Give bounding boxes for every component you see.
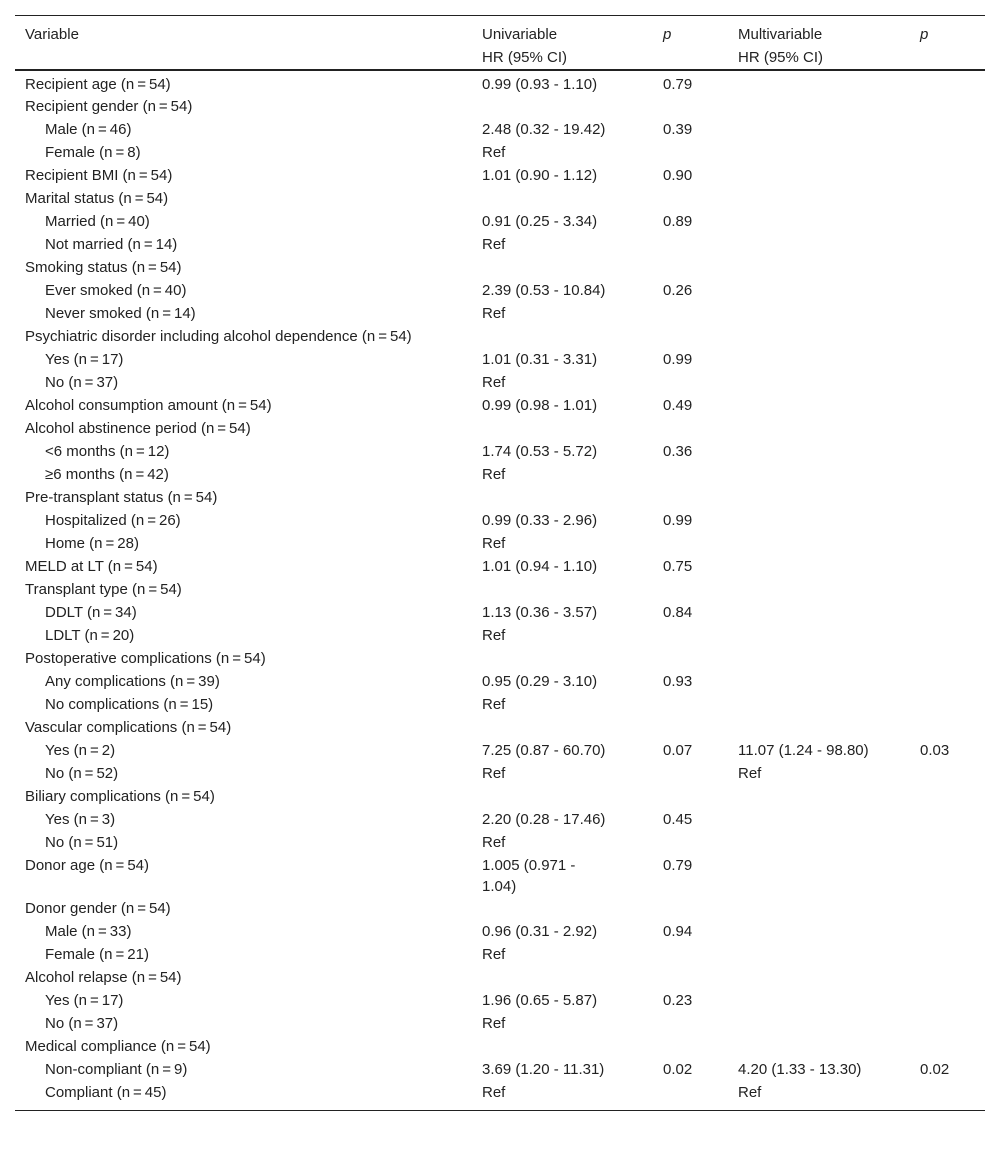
multivariable-hr-cell — [728, 233, 910, 256]
variable-cell: Postoperative complications (n = 54) — [25, 650, 266, 667]
multivariable-hr-cell — [728, 279, 910, 302]
multivariable-hr-cell — [728, 1035, 910, 1058]
univariable-p-cell — [653, 233, 728, 256]
multivariable-p-cell — [910, 70, 985, 95]
univariable-p-cell — [653, 532, 728, 555]
univariable-hr-cell: 2.48 (0.32 - 19.42) — [482, 121, 606, 138]
variable-cell: Not married (n = 14) — [45, 236, 178, 253]
univariable-p-cell — [653, 624, 728, 647]
multivariable-hr-cell: Ref — [738, 765, 762, 782]
variable-cell: Alcohol abstinence period (n = 54) — [25, 420, 251, 437]
multivariable-p-cell — [910, 233, 985, 256]
variable-cell: Married (n = 40) — [45, 213, 150, 230]
univariable-p-cell — [653, 486, 728, 509]
variable-cell: Smoking status (n = 54) — [25, 259, 182, 276]
multivariable-p-cell — [910, 670, 985, 693]
univariable-p-cell — [653, 716, 728, 739]
univariable-p-cell: 0.93 — [663, 673, 693, 690]
multivariable-p-cell — [910, 831, 985, 854]
variable-cell: Yes (n = 17) — [45, 351, 124, 368]
multivariable-p-cell — [910, 325, 985, 348]
variable-cell: Female (n = 8) — [45, 144, 141, 161]
multivariable-p-cell — [910, 302, 985, 325]
univariable-hr-cell: Ref — [482, 946, 506, 963]
univariable-p-cell — [653, 302, 728, 325]
univariable-hr-cell: 1.74 (0.53 - 5.72) — [482, 443, 598, 460]
variable-cell: Biliary complications (n = 54) — [25, 788, 215, 805]
table-row — [15, 716, 985, 739]
univariable-hr-cell: Ref — [482, 765, 506, 782]
multivariable-p-cell: 0.03 — [920, 742, 950, 759]
multivariable-hr-cell — [728, 601, 910, 624]
univariable-p-cell — [653, 1035, 728, 1058]
table-row — [15, 920, 985, 943]
variable-cell: No (n = 52) — [45, 765, 119, 782]
univariable-hr-cell: 7.25 (0.87 - 60.70) — [482, 742, 606, 759]
multivariable-p-cell — [910, 187, 985, 210]
multivariable-hr-cell — [728, 325, 910, 348]
variable-cell: Medical compliance (n = 54) — [25, 1038, 211, 1055]
univariable-hr-cell: 0.99 (0.33 - 2.96) — [482, 512, 598, 529]
multivariable-p-cell — [910, 440, 985, 463]
multivariable-p-cell — [910, 141, 985, 164]
multivariable-hr-cell — [728, 118, 910, 141]
univariable-p-cell: 0.79 — [663, 857, 693, 874]
multivariable-hr-cell — [728, 164, 910, 187]
univariable-hr-cell: 1.01 (0.31 - 3.31) — [482, 351, 598, 368]
univariable-p-cell: 0.49 — [663, 397, 693, 414]
multivariable-hr-cell — [728, 716, 910, 739]
univariable-hr-cell — [472, 716, 653, 739]
univariable-p-cell — [653, 831, 728, 854]
multivariable-hr-cell — [728, 256, 910, 279]
multivariable-p-cell — [910, 532, 985, 555]
variable-cell: LDLT (n = 20) — [45, 627, 135, 644]
variable-cell: Male (n = 46) — [45, 121, 132, 138]
variable-cell: Female (n = 21) — [45, 946, 149, 963]
header-multivariable-hr: HR (95% CI) — [738, 49, 824, 66]
variable-cell: Non-compliant (n = 9) — [45, 1061, 188, 1078]
variable-cell: Vascular complications (n = 54) — [25, 719, 232, 736]
univariable-p-cell: 0.26 — [663, 282, 693, 299]
table-row — [15, 302, 985, 325]
multivariable-p-cell — [910, 897, 985, 920]
multivariable-hr-cell — [728, 693, 910, 716]
univariable-hr-cell: Ref — [482, 236, 506, 253]
multivariable-p-cell — [910, 601, 985, 624]
multivariable-p-cell — [910, 509, 985, 532]
univariable-hr-cell — [472, 1035, 653, 1058]
variable-cell: Any complications (n = 39) — [45, 673, 220, 690]
multivariable-p-cell — [910, 394, 985, 417]
multivariable-hr-cell — [728, 989, 910, 1012]
univariable-hr-cell: 1.96 (0.65 - 5.87) — [482, 992, 598, 1009]
multivariable-p-cell — [910, 371, 985, 394]
table-row — [15, 210, 985, 233]
univariable-p-cell: 0.23 — [663, 992, 693, 1009]
univariable-p-cell — [653, 966, 728, 989]
univariable-p-cell — [653, 325, 728, 348]
table-row — [15, 578, 985, 601]
univariable-hr-cell: Ref — [482, 374, 506, 391]
multivariable-hr-cell — [728, 555, 910, 578]
multivariable-hr-cell — [728, 578, 910, 601]
univariable-hr-cell: 3.69 (1.20 - 11.31) — [482, 1061, 605, 1078]
multivariable-hr-cell — [728, 532, 910, 555]
multivariable-p-cell — [910, 989, 985, 1012]
multivariable-hr-cell — [728, 210, 910, 233]
multivariable-p-cell — [910, 1035, 985, 1058]
multivariable-hr-cell — [728, 187, 910, 210]
univariable-p-cell — [653, 417, 728, 440]
table-row — [15, 989, 985, 1012]
multivariable-hr-cell — [728, 966, 910, 989]
table-row — [15, 647, 985, 670]
multivariable-p-cell — [910, 716, 985, 739]
table-row — [15, 279, 985, 302]
multivariable-p-cell — [910, 95, 985, 118]
univariable-p-cell — [653, 187, 728, 210]
header-blank — [653, 46, 728, 70]
multivariable-hr-cell — [728, 371, 910, 394]
variable-cell: Hospitalized (n = 26) — [45, 512, 181, 529]
variable-cell: Ever smoked (n = 40) — [45, 282, 187, 299]
univariable-hr-cell: 1.13 (0.36 - 3.57) — [482, 604, 598, 621]
univariable-p-cell — [653, 1012, 728, 1035]
multivariable-p-cell — [910, 486, 985, 509]
univariable-hr-cell: Ref — [482, 305, 506, 322]
multivariable-hr-cell: 4.20 (1.33 - 13.30) — [738, 1061, 862, 1078]
univariable-hr-cell — [472, 486, 653, 509]
univariable-p-cell — [653, 141, 728, 164]
univariable-p-cell — [653, 95, 728, 118]
multivariable-hr-cell — [728, 943, 910, 966]
multivariable-p-cell — [910, 854, 985, 897]
univariable-hr-cell: 0.95 (0.29 - 3.10) — [482, 673, 598, 690]
multivariable-p-cell — [910, 1081, 985, 1110]
variable-cell: Donor gender (n = 54) — [25, 900, 171, 917]
univariable-p-cell: 0.02 — [663, 1061, 693, 1078]
table-row — [15, 95, 985, 118]
univariable-hr-cell: 1.01 (0.90 - 1.12) — [482, 167, 598, 184]
header-multivariable: Multivariable — [738, 26, 823, 43]
variable-cell: MELD at LT (n = 54) — [25, 558, 158, 575]
univariable-hr-cell — [472, 325, 653, 348]
multivariable-p-cell — [910, 920, 985, 943]
variable-cell: Home (n = 28) — [45, 535, 139, 552]
variable-cell: No (n = 37) — [45, 1015, 119, 1032]
univariable-hr-cell: Ref — [482, 1015, 506, 1032]
univariable-p-cell: 0.45 — [663, 811, 693, 828]
univariable-p-cell: 0.79 — [663, 76, 693, 93]
univariable-hr-cell: Ref — [482, 1084, 506, 1101]
multivariable-p-cell — [910, 118, 985, 141]
variable-cell: Pre-transplant status (n = 54) — [25, 489, 218, 506]
univariable-hr-cell — [472, 966, 653, 989]
multivariable-hr-cell — [728, 647, 910, 670]
variable-cell: Male (n = 33) — [45, 923, 132, 940]
multivariable-p-cell — [910, 279, 985, 302]
variable-cell: <6 months (n = 12) — [45, 443, 170, 460]
multivariable-p-cell — [910, 463, 985, 486]
table-row — [15, 440, 985, 463]
univariable-hr-cell: 0.99 (0.98 - 1.01) — [482, 397, 598, 414]
multivariable-p-cell — [910, 785, 985, 808]
table-row — [15, 762, 985, 785]
univariable-p-cell — [653, 762, 728, 785]
multivariable-hr-cell — [728, 70, 910, 95]
univariable-p-cell: 0.99 — [663, 512, 693, 529]
univariable-hr-cell — [472, 187, 653, 210]
multivariable-p-cell — [910, 256, 985, 279]
multivariable-hr-cell — [728, 1012, 910, 1035]
hazard-ratio-table — [15, 15, 985, 1111]
variable-cell: Alcohol relapse (n = 54) — [25, 969, 182, 986]
multivariable-hr-cell — [728, 95, 910, 118]
table-row — [15, 463, 985, 486]
univariable-hr-cell: 0.96 (0.31 - 2.92) — [482, 923, 598, 940]
table-row — [15, 670, 985, 693]
multivariable-hr-cell — [728, 463, 910, 486]
table-row — [15, 164, 985, 187]
hazard-ratio-table-container — [15, 15, 985, 1111]
table-row — [15, 1035, 985, 1058]
multivariable-hr-cell — [728, 897, 910, 920]
variable-cell: No complications (n = 15) — [45, 696, 214, 713]
multivariable-p-cell: 0.02 — [920, 1061, 950, 1078]
variable-cell: Compliant (n = 45) — [45, 1084, 167, 1101]
univariable-hr-cell — [472, 647, 653, 670]
multivariable-hr-cell — [728, 417, 910, 440]
variable-cell: DDLT (n = 34) — [45, 604, 137, 621]
multivariable-p-cell — [910, 624, 985, 647]
variable-cell: Yes (n = 2) — [45, 742, 116, 759]
table-row — [15, 141, 985, 164]
multivariable-hr-cell — [728, 920, 910, 943]
univariable-hr-cell: 2.20 (0.28 - 17.46) — [482, 811, 606, 828]
multivariable-hr-cell — [728, 348, 910, 371]
table-row — [15, 417, 985, 440]
multivariable-hr-cell — [728, 509, 910, 532]
univariable-p-cell: 0.89 — [663, 213, 693, 230]
header-row-2 — [15, 46, 985, 70]
univariable-hr-cell: Ref — [482, 535, 506, 552]
multivariable-p-cell — [910, 762, 985, 785]
table-row — [15, 808, 985, 831]
table-row — [15, 348, 985, 371]
table-row — [15, 118, 985, 141]
multivariable-p-cell — [910, 966, 985, 989]
table-row — [15, 70, 985, 95]
header-blank — [15, 46, 472, 70]
univariable-hr-cell: Ref — [482, 834, 506, 851]
multivariable-hr-cell — [728, 141, 910, 164]
multivariable-hr-cell — [728, 624, 910, 647]
variable-cell: Donor age (n = 54) — [25, 857, 149, 874]
multivariable-hr-cell — [728, 302, 910, 325]
multivariable-hr-cell — [728, 486, 910, 509]
variable-cell: Psychiatric disorder including alcohol dependence (n = 54) — [25, 328, 412, 345]
table-row — [15, 509, 985, 532]
multivariable-hr-cell: 11.07 (1.24 - 98.80) — [738, 742, 869, 759]
univariable-p-cell — [653, 647, 728, 670]
univariable-hr-cell — [472, 256, 653, 279]
variable-cell: Transplant type (n = 54) — [25, 581, 182, 598]
table-row — [15, 854, 985, 897]
univariable-hr-cell: 1.01 (0.94 - 1.10) — [482, 558, 598, 575]
variable-cell: No (n = 51) — [45, 834, 119, 851]
variable-cell: Yes (n = 3) — [45, 811, 116, 828]
univariable-hr-cell: Ref — [482, 144, 506, 161]
univariable-p-cell: 0.84 — [663, 604, 693, 621]
univariable-p-cell: 0.39 — [663, 121, 693, 138]
table-row — [15, 739, 985, 762]
multivariable-p-cell — [910, 164, 985, 187]
header-p-univariable: p — [663, 26, 672, 43]
univariable-hr-cell: 0.99 (0.93 - 1.10) — [482, 76, 598, 93]
univariable-p-cell — [653, 371, 728, 394]
table-row — [15, 897, 985, 920]
variable-cell: Recipient gender (n = 54) — [25, 98, 193, 115]
variable-cell: Never smoked (n = 14) — [45, 305, 196, 322]
table-row — [15, 555, 985, 578]
univariable-hr-cell: 0.91 (0.25 - 3.34) — [482, 213, 598, 230]
univariable-hr-cell: 2.39 (0.53 - 10.84) — [482, 282, 606, 299]
header-variable: Variable — [25, 26, 79, 43]
univariable-p-cell — [653, 463, 728, 486]
variable-cell: Recipient BMI (n = 54) — [25, 167, 173, 184]
univariable-hr-cell — [472, 897, 653, 920]
multivariable-p-cell — [910, 417, 985, 440]
univariable-p-cell — [653, 1081, 728, 1110]
table-row — [15, 371, 985, 394]
multivariable-p-cell — [910, 647, 985, 670]
table-header — [15, 16, 985, 71]
header-blank — [910, 46, 985, 70]
multivariable-p-cell — [910, 348, 985, 371]
table-row — [15, 187, 985, 210]
header-row-1 — [15, 16, 985, 47]
table-row — [15, 693, 985, 716]
multivariable-hr-cell: Ref — [738, 1084, 762, 1101]
table-row — [15, 394, 985, 417]
variable-cell: No (n = 37) — [45, 374, 119, 391]
univariable-hr-cell — [472, 417, 653, 440]
multivariable-hr-cell — [728, 808, 910, 831]
table-row — [15, 256, 985, 279]
table-body — [15, 70, 985, 1110]
table-row — [15, 966, 985, 989]
table-row — [15, 1081, 985, 1110]
variable-cell: ≥6 months (n = 42) — [45, 466, 169, 483]
header-univariable: Univariable — [482, 26, 558, 43]
table-row — [15, 233, 985, 256]
univariable-hr-cell — [472, 785, 653, 808]
univariable-hr-cell — [472, 854, 653, 897]
univariable-p-cell: 0.99 — [663, 351, 693, 368]
univariable-p-cell — [653, 578, 728, 601]
univariable-hr-text: 1.005 (0.971 - 1.04) — [482, 857, 576, 895]
variable-cell: Recipient age (n = 54) — [25, 76, 171, 93]
univariable-p-cell — [653, 943, 728, 966]
univariable-p-cell: 0.36 — [663, 443, 693, 460]
multivariable-p-cell — [910, 578, 985, 601]
multivariable-hr-cell — [728, 670, 910, 693]
multivariable-p-cell — [910, 555, 985, 578]
univariable-p-cell — [653, 693, 728, 716]
univariable-hr-cell: Ref — [482, 466, 506, 483]
multivariable-p-cell — [910, 1012, 985, 1035]
table-row — [15, 601, 985, 624]
univariable-p-cell: 0.94 — [663, 923, 693, 940]
multivariable-hr-cell — [728, 785, 910, 808]
univariable-hr-cell: Ref — [482, 696, 506, 713]
univariable-p-cell — [653, 256, 728, 279]
univariable-p-cell: 0.90 — [663, 167, 693, 184]
univariable-p-cell — [653, 785, 728, 808]
univariable-p-cell — [653, 897, 728, 920]
univariable-hr-cell — [472, 95, 653, 118]
table-row — [15, 1012, 985, 1035]
table-row — [15, 831, 985, 854]
multivariable-p-cell — [910, 693, 985, 716]
multivariable-hr-cell — [728, 854, 910, 897]
variable-cell: Alcohol consumption amount (n = 54) — [25, 397, 272, 414]
multivariable-hr-cell — [728, 831, 910, 854]
variable-cell: Yes (n = 17) — [45, 992, 124, 1009]
univariable-hr-cell: Ref — [482, 627, 506, 644]
table-row — [15, 486, 985, 509]
variable-cell: Marital status (n = 54) — [25, 190, 169, 207]
table-row — [15, 325, 985, 348]
table-row — [15, 532, 985, 555]
multivariable-hr-cell — [728, 394, 910, 417]
multivariable-hr-cell — [728, 440, 910, 463]
univariable-p-cell: 0.75 — [663, 558, 693, 575]
univariable-hr-cell — [472, 578, 653, 601]
table-row — [15, 943, 985, 966]
multivariable-p-cell — [910, 210, 985, 233]
table-row — [15, 785, 985, 808]
multivariable-p-cell — [910, 808, 985, 831]
header-p-multivariable: p — [920, 26, 929, 43]
multivariable-p-cell — [910, 943, 985, 966]
header-univariable-hr: HR (95% CI) — [482, 49, 568, 66]
table-row — [15, 1058, 985, 1081]
table-row — [15, 624, 985, 647]
univariable-p-cell: 0.07 — [663, 742, 693, 759]
